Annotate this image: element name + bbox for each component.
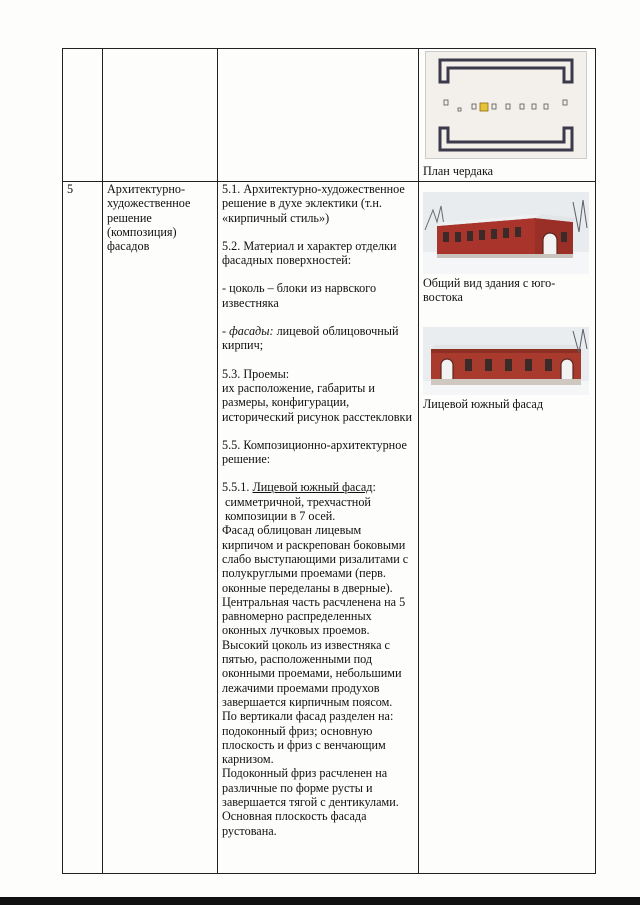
cell-subject: Архитектурно-художественное решение (композиция) фасадов — [103, 182, 218, 874]
facades-label: - фасады: — [222, 324, 274, 339]
paragraph-cladding: Фасад облицован лицевым кирпичом и раскрепован боковыми слабо выступающими ризалитами с полукруглыми проемами (перв. оконные переделаны в дверные). — [222, 523, 409, 595]
paragraph-vertical: По вертикали фасад разделен на: подоконный фриз; основную плоскость и фриз с венчающим карнизом. — [222, 709, 394, 767]
paragraph-5-2: 5.2. Материал и характер отделки фасадных поверхностей: — [222, 238, 397, 268]
paragraph-main-plane: Основная плоскость фасада рустована. — [222, 809, 367, 838]
cell-number: 5 — [63, 182, 103, 874]
table-row — [63, 182, 596, 874]
photo-southeast-caption: Общий вид здания с юго-востока — [423, 276, 556, 305]
facades-text: лицевой облицовочный кирпич; — [222, 324, 399, 353]
attic-plan-caption: План чердака — [423, 164, 494, 179]
paragraph-facades — [222, 324, 414, 353]
paragraph-5-5: 5.5. Композиционно-архитектурное решение: — [222, 437, 407, 467]
paragraph-composition: симметричной, трехчастной композиции в 7 осей. — [225, 494, 371, 524]
paragraph-plinth: - цоколь – блоки из нарвского известняка — [222, 281, 377, 310]
heritage-table — [62, 48, 596, 874]
south-facade-label: Лицевой южный фасад — [252, 480, 373, 495]
table-row — [63, 49, 596, 182]
openings-text: их расположение, габариты и размеры, конфигурации, исторический рисунок расстекловки — [222, 380, 412, 424]
photo-southeast-view — [423, 192, 589, 274]
cell-images — [419, 49, 596, 182]
south-facade-colon: : — [372, 480, 376, 495]
cell-description-empty — [218, 49, 419, 182]
paragraph-5-5-1 — [222, 480, 414, 494]
paragraph-5-3 — [222, 367, 414, 424]
south-facade-number: 5.5.1. — [222, 480, 253, 495]
paragraph-central: Центральная часть расчленена на 5 равномерно распределенных оконных лучковых проемов. — [222, 594, 406, 638]
openings-title: 5.3. Проемы: — [222, 366, 290, 381]
paragraph-plinth-high: Высокий цоколь из известняка с пятью, расположенными под оконными проемами, небольшими лежачими проемами продухов завершается кирпичным поясом. — [222, 637, 402, 709]
photo-south-facade — [423, 327, 589, 395]
cell-photos — [419, 182, 596, 874]
cell-description — [218, 182, 419, 874]
cell-subject-empty — [103, 49, 218, 182]
scan-bottom-edge — [0, 897, 640, 905]
photo-south-facade-caption: Лицевой южный фасад — [423, 396, 544, 411]
cell-number-empty — [63, 49, 103, 182]
attic-plan-image — [425, 51, 587, 159]
paragraph-frieze: Подоконный фриз расчленен на различные по форме русты и завершается тягой с дентикулами. — [222, 766, 399, 809]
paragraph-5-1: 5.1. Архитектурно-художественное решение в духе эклектики (т.н. «кирпичный стиль») — [222, 182, 405, 225]
